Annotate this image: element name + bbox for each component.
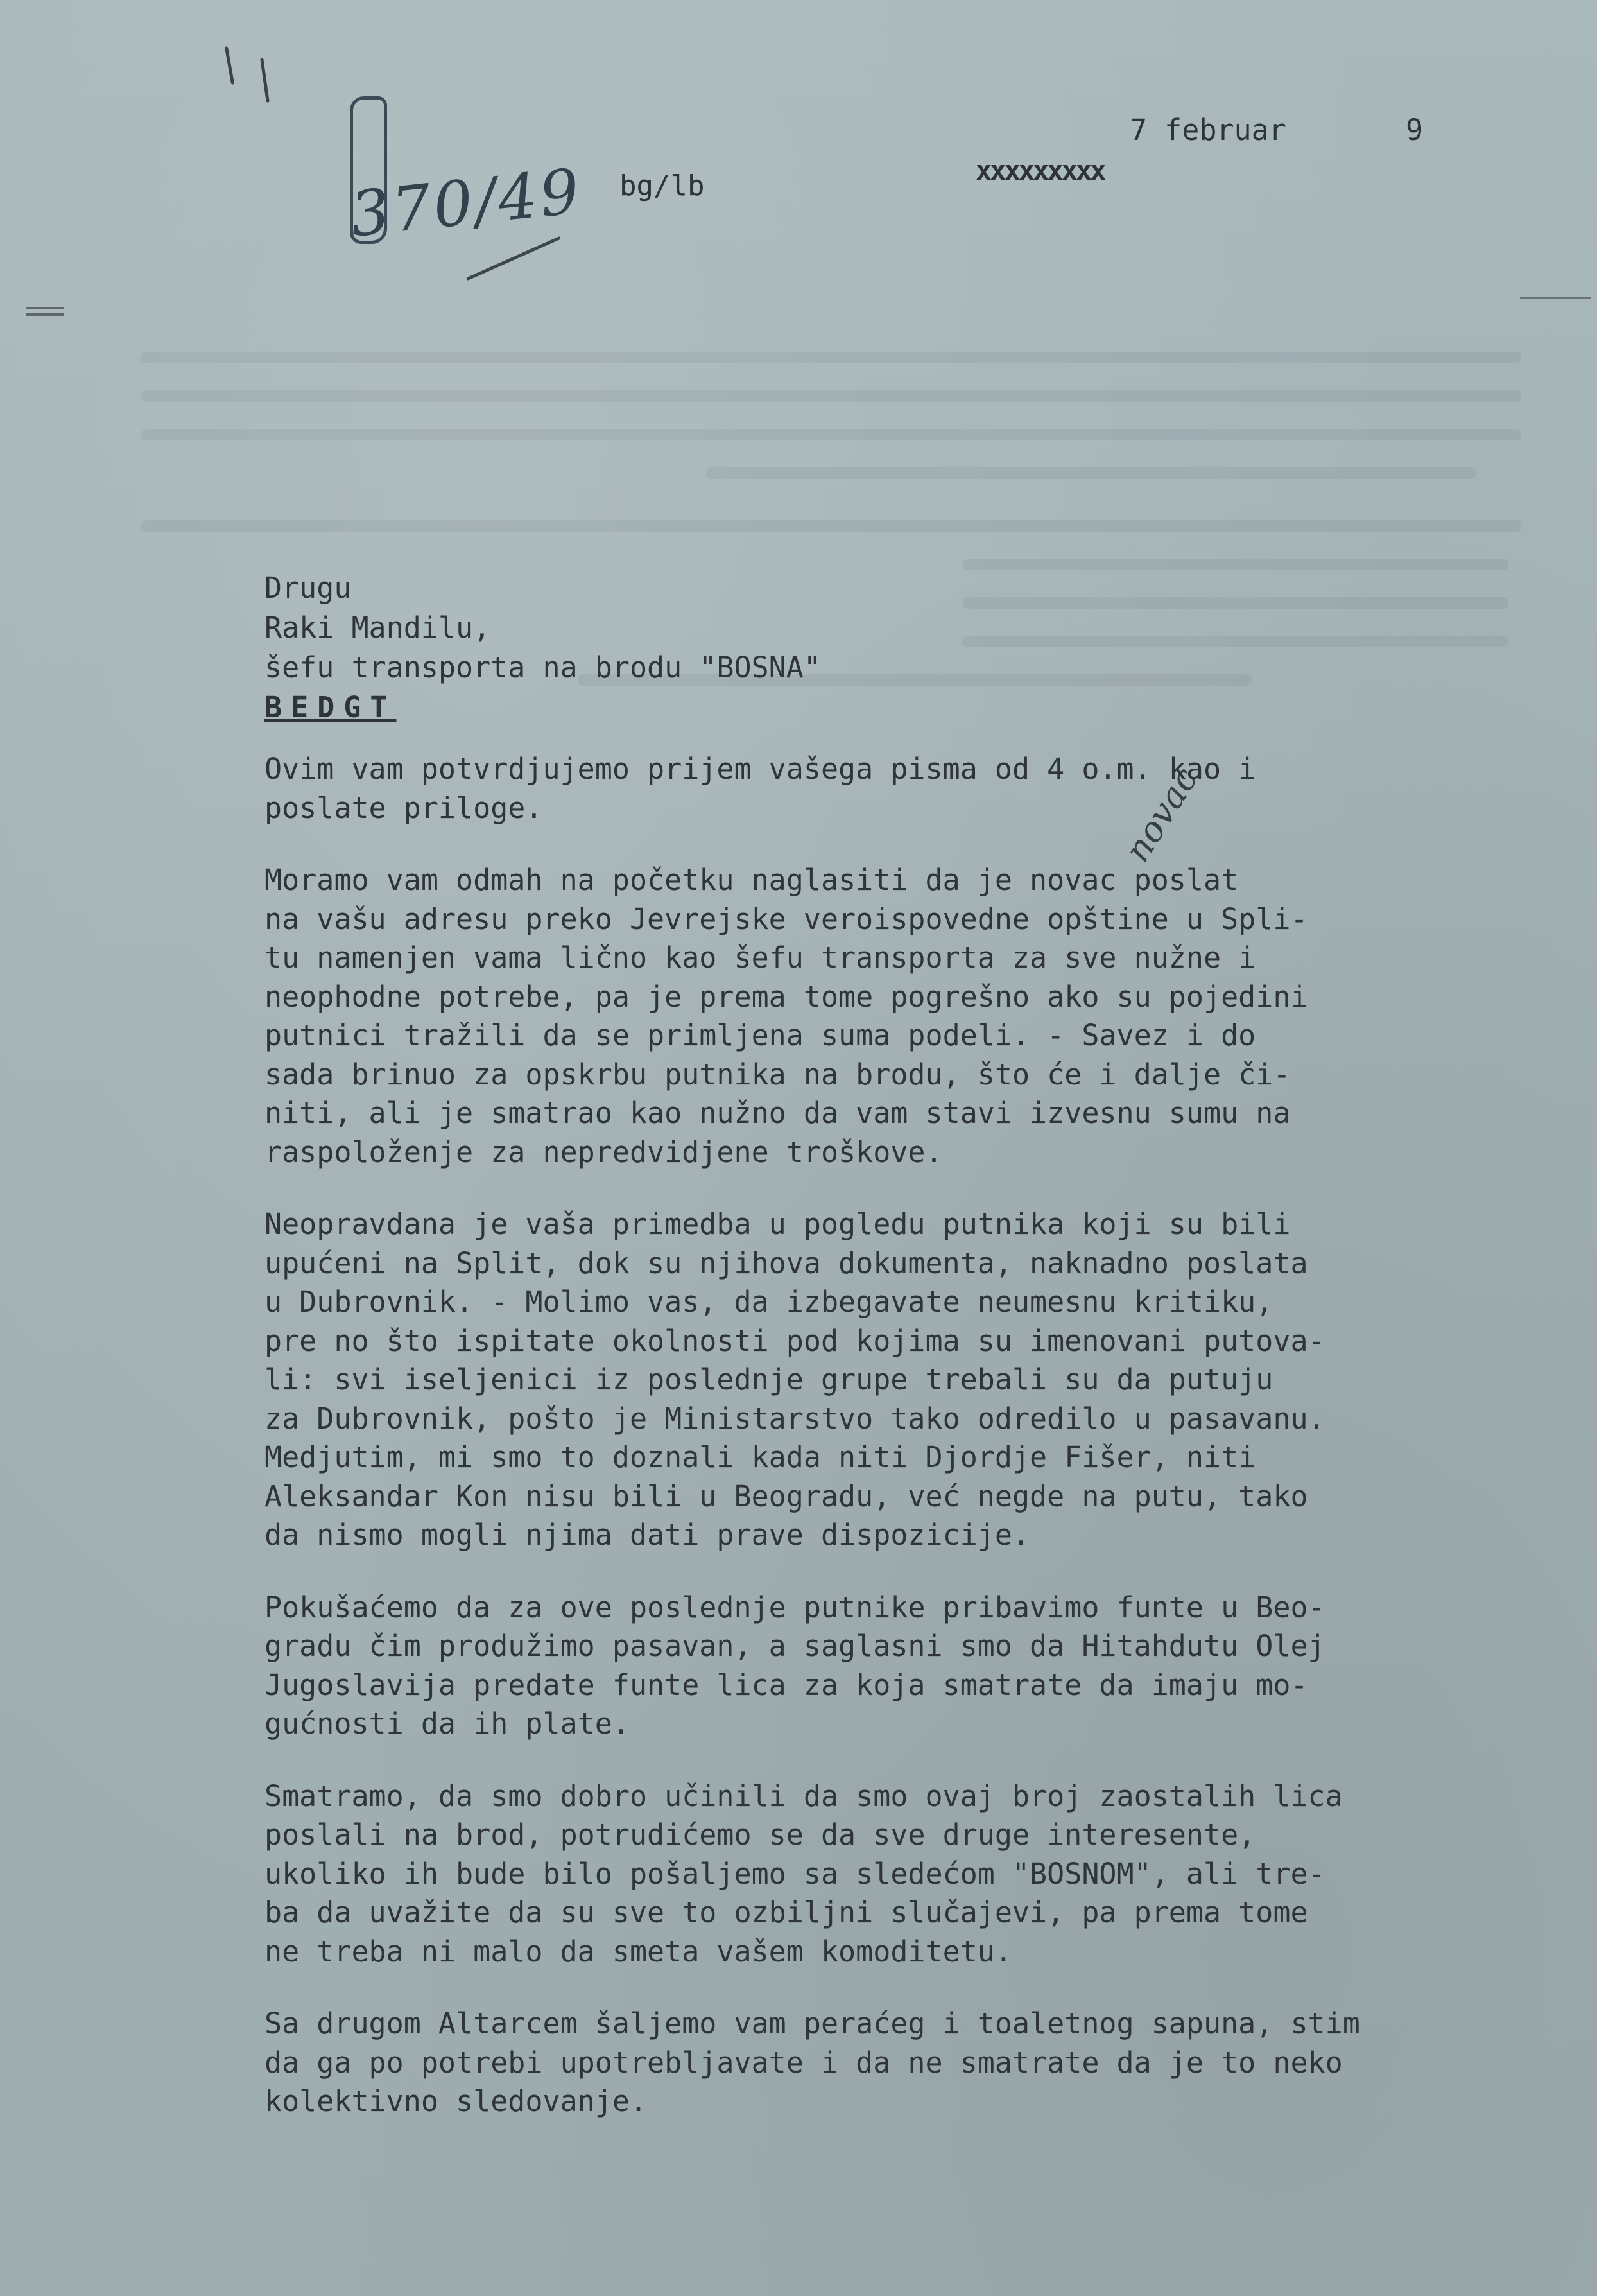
letter-body: [264, 750, 1516, 2155]
bleed-through-line: [141, 520, 1521, 532]
recipient-name: Raki Mandilu,: [264, 611, 491, 645]
paragraph-soap: Sa drugom Altarcem šaljemo vam peraćeg i toaletnog sapuna, stim da ga po potrebi upotrebljavate i da ne smatrate da je to neko kolektivno sledovanje.: [264, 2006, 1360, 2118]
bleed-through-line: [963, 636, 1508, 647]
pen-tick-mark: [225, 46, 234, 85]
bleed-through-line: [141, 429, 1521, 440]
salutation: Drugu: [264, 571, 352, 605]
bleed-through-line: [706, 467, 1476, 479]
recipient-city: BEDGT: [264, 690, 397, 724]
recipient-address: [264, 568, 821, 727]
paragraph-funds: Moramo vam odmah na početku naglasiti da je novac poslat na vašu adresu preko Jevrejske veroispovedne opštine u Spli- tu namenjen vama lično kao šefu transporta za sve nužne i neophodne potrebe, pa je prema tome pogrešno ako su pojedini putnici tražili da se primljena suma podeli. - Savez i do sada brinuo za opskrbu putnika na brodu, što će i dalje či- niti, ali je smatrao kao nužno da vam stavi izvesnu sumu na raspoloženje za nepredvidjene troškove.: [264, 863, 1308, 1169]
margin-punch-mark: [26, 307, 64, 309]
bleed-through-line: [963, 597, 1508, 609]
pen-tick-mark: [260, 58, 270, 103]
margin-punch-mark: [1520, 297, 1591, 299]
bleed-through-line: [141, 390, 1521, 402]
struck-out-text: xxxxxxxxx: [976, 155, 1105, 186]
bleed-through-line: [963, 559, 1508, 570]
reference-code: bg/lb: [619, 170, 705, 202]
letter-year-digit: 9: [1406, 113, 1424, 147]
letter-date: 7 februar: [1130, 113, 1286, 147]
paragraph-remaining-persons: Smatramo, da smo dobro učinili da smo ovaj broj zaostalih lica poslali na brod, potrudićemo se da sve druge interesente, ukoliko ih bude bilo pošaljemo sa sledećom "BOSNOM", ali tre- ba da uvažite da su sve to ozbiljni slučajevi, pa prema tome ne treba ni malo da smeta vašem komoditetu.: [264, 1779, 1343, 1969]
bleed-through-line: [141, 352, 1521, 363]
handwritten-correction: novac: [1117, 760, 1206, 869]
recipient-position: šefu transporta na brodu "BOSNA": [264, 650, 821, 684]
paragraph-acknowledgement: Ovim vam potvrdjujemo prijem vašega pisma od 4 o.m. kao i poslate priloge.: [264, 752, 1256, 825]
paragraph-pounds: Pokušaćemo da za ove poslednje putnike pribavimo funte u Beo- gradu čim produžimo pasavan, a saglasni smo da Hitahdutu Olej Jugoslavija predate funte lica za koja smatrate da imaju mo- gućnosti da ih plate.: [264, 1590, 1325, 1741]
paragraph-documents: Neopravdana je vaša primedba u pogledu putnika koji su bili upućeni na Split, dok su njihova dokumenta, naknadno poslata u Dubrovnik. - Molimo vas, da izbegavate neumesnu kritiku, pre no što ispitate okolnosti pod kojima su imenovani putova- li: svi iseljenici iz poslednje grupe trebali su da putuju za Dubrovnik, pošto je Ministarstvo tako odredilo u pasavanu. Medjutim, mi smo to doznali kada niti Djordje Fišer, niti Aleksandar Kon nisu bili u Beogradu, već negde na putu, tako da nismo mogli njima dati prave dispozicije.: [264, 1207, 1325, 1552]
handwritten-reference-number: 370/49: [347, 155, 585, 251]
handwritten-underline: [466, 236, 561, 281]
